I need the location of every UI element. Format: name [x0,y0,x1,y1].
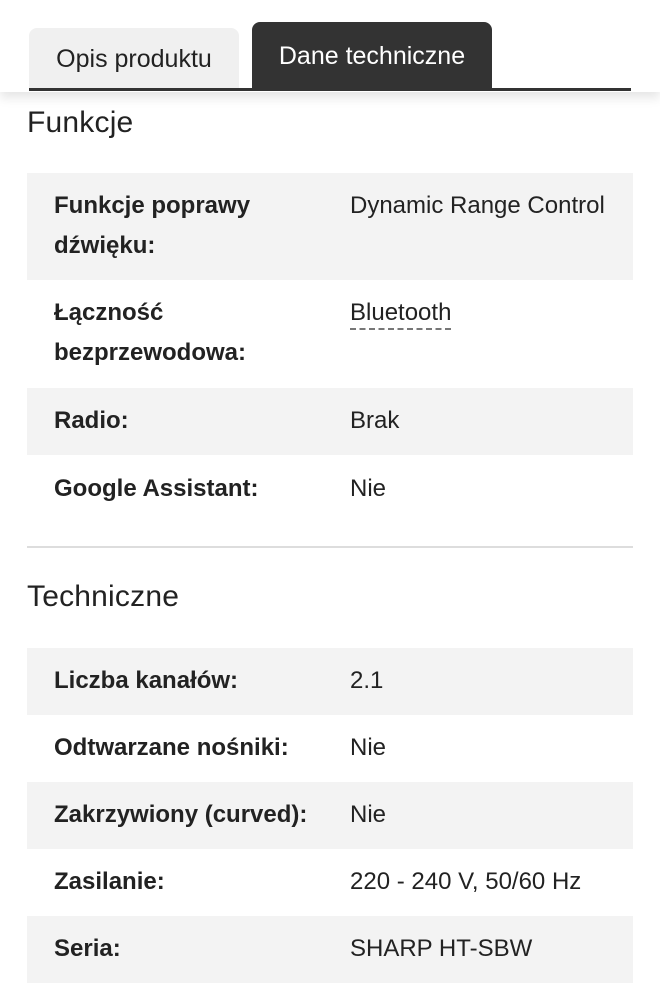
spec-table-funkcje [27,173,633,523]
tab-dane-label: Dane techniczne [278,41,466,70]
tab-dane-techniczne[interactable] [252,22,492,90]
section-divider [27,546,633,548]
spec-label: Liczba kanałów: [54,667,239,694]
spec-label: Łączność bezprzewodowa: [54,299,247,366]
table-row [27,648,633,715]
spec-label: Zakrzywiony (curved): [54,801,308,828]
tab-bar [0,0,660,92]
spec-value: 2.1 [350,667,384,694]
spec-label: Seria: [54,935,121,962]
spec-label: Odtwarzane nośniki: [54,734,289,761]
section-title-funkcje: Funkcje [27,106,134,139]
table-row [27,849,633,916]
spec-value: Dynamic Range Control [350,192,605,219]
spec-label: Zasilanie: [54,868,165,895]
spec-value-cell [350,293,633,388]
spec-table-techniczne [27,648,633,983]
tab-underline [29,88,631,91]
table-row [27,173,633,280]
spec-value: 220 - 240 V, 50/60 Hz [350,868,582,895]
section-title-techniczne: Techniczne [27,580,180,613]
table-row [27,715,633,782]
spec-value: Nie [350,801,387,828]
spec-value: Nie [350,734,387,761]
table-row [27,782,633,849]
tab-opis-label: Opis produktu [56,44,212,73]
table-row [27,280,633,388]
table-row [27,388,633,455]
spec-label: Funkcje poprawy dźwięku: [54,192,251,259]
bluetooth-tooltip-link[interactable]: Bluetooth [350,299,451,330]
spec-value: Nie [350,475,387,502]
spec-label: Radio: [54,407,129,434]
spec-value: Brak [350,407,400,434]
table-row [27,455,633,523]
table-row [27,916,633,983]
spec-label: Google Assistant: [54,475,259,502]
tab-opis-produktu[interactable] [29,28,239,90]
spec-value: SHARP HT-SBW [350,935,533,962]
